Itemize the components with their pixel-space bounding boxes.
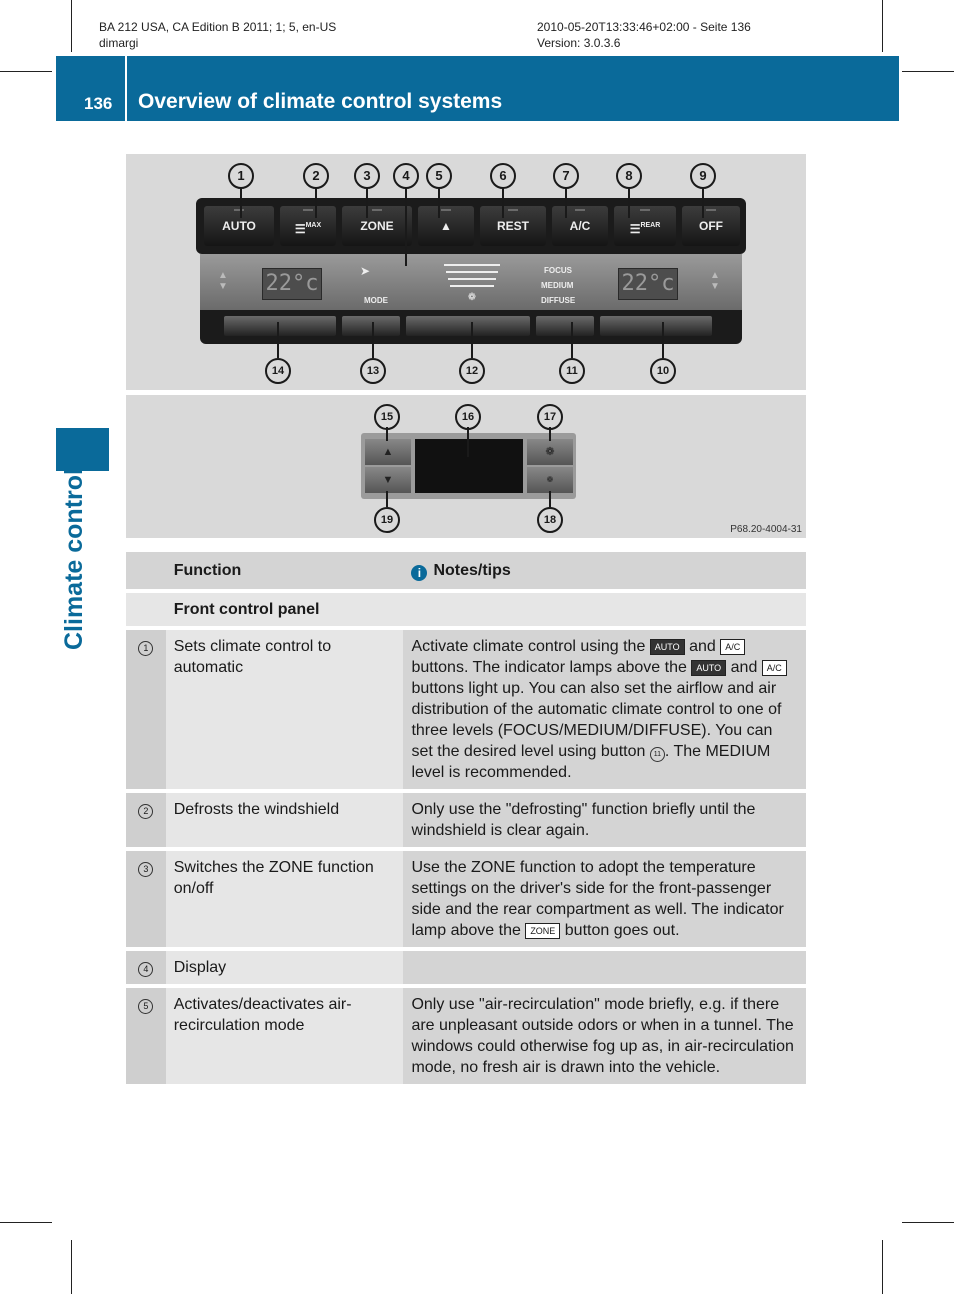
callout-8: 8 [616,163,642,189]
fan-icon: ❁ [545,446,555,458]
callout-16: 16 [455,404,481,430]
crop-mark [882,0,883,52]
section-title: Front control panel [166,593,806,626]
callout-line [628,188,630,218]
item-reference: 11 [650,747,665,762]
zone-button: ZONE [342,206,412,246]
function-cell: Display [166,951,404,984]
rear-panel [361,433,576,499]
callout-line [366,188,368,218]
recirculation-button [418,206,474,246]
page-title: Overview of climate control systems [138,90,503,113]
auto-button: AUTO [204,206,274,246]
callout-2: 2 [303,163,329,189]
meta-left-line1: BA 212 USA, CA Edition B 2011; 1; 5, en-US [99,20,337,34]
callout-9: 9 [690,163,716,189]
function-cell: Activates/deactivates air-recirculation mode [166,988,404,1084]
crop-mark [0,1222,52,1223]
callout-19: 19 [374,507,400,533]
left-temperature-display: 22°c [262,268,322,300]
defrost-max-button: ☰$^{MAX}$ [280,206,336,246]
callout-12: 12 [459,358,485,384]
callout-line [438,188,440,218]
fan-roller [406,316,530,336]
crop-mark [902,71,954,72]
table-row [126,988,806,1084]
table-row [126,793,806,847]
figure-code: P68.20-4004-31 [730,524,802,535]
page-number: 136 [84,94,113,113]
chapter-label: Climate control [60,468,88,650]
diffuse-label: DIFFUSE [541,296,576,305]
callout-1: 1 [228,163,254,189]
front-control-panel-figure [126,154,806,390]
table-header-row [126,552,806,589]
callout-line [405,188,407,266]
notes-cell: Only use "air-recirculation" mode briefly, e.g. if there are unpleasant outside odors or when in a tunnel. The windows could otherwise fog up as, in air-recirculation mode, no fresh air is drawn into the vehicle. [403,988,806,1084]
callout-6: 6 [490,163,516,189]
ac-key-icon: A/C [762,660,787,676]
callout-4: 4 [393,163,419,189]
function-cell: Defrosts the windshield [166,793,404,847]
right-temperature-roller [600,316,712,336]
button-row [196,198,746,254]
item-number: 2 [138,804,153,819]
right-temperature-display: 22°c [618,268,678,300]
crop-mark [0,71,52,72]
fan-icon: ❁ [546,475,554,484]
callout-line [386,491,388,507]
auto-key-icon: AUTO [650,639,685,655]
rear-control-panel-figure [126,395,806,538]
rest-button: REST [480,206,546,246]
fan-level-display [444,264,500,303]
callout-line [702,188,704,218]
callout-line [240,188,242,218]
rear-defrost-button: ☰$^{REAR}$ [614,206,676,246]
callout-line [502,188,504,218]
car-icon: ▲ [440,219,452,233]
print-meta-right [537,19,751,51]
crop-mark [71,0,72,52]
rear-temp-up-button: ▲ [365,439,411,465]
rear-fan-down-button [527,467,573,493]
table-row [126,851,806,947]
notes-cell: Activate climate control using the AUTO and A/C buttons. The indicator lamps above the AUTO and A/C buttons light up. You can also set the airflow and air distribution of the automatic climate control to one of three levels (FOCUS/MEDIUM/DIFFUSE). You can set the desired level using button 11 . The MEDIUM level is recommended. [403,630,806,789]
callout-10: 10 [650,358,676,384]
callout-line [277,322,279,358]
callout-5: 5 [426,163,452,189]
callout-line [372,322,374,358]
callout-line [471,322,473,358]
mode-roller [342,316,400,336]
ac-key-icon: A/C [720,639,745,655]
rear-display [415,439,523,493]
section-row [126,593,806,626]
notes-cell: Use the ZONE function to adopt the temperature settings on the driver's side for the front-passenger side and the rear compartment as well. The indicator lamp above the ZONE button goes out. [403,851,806,947]
crop-mark [71,1240,72,1294]
callout-line [315,188,317,218]
callout-line [662,322,664,358]
function-column-header: Function [166,552,404,589]
callout-line [571,322,573,358]
crop-mark [902,1222,954,1223]
callout-14: 14 [265,358,291,384]
page-header [56,56,899,121]
table-row [126,630,806,789]
info-icon: i [411,565,427,581]
notes-cell: Only use the "defrosting" function briefly until the windshield is clear again. [403,793,806,847]
rear-temp-down-button: ▼ [365,467,411,493]
display-strip [200,254,742,310]
off-button: OFF [682,206,740,246]
auto-key-icon: AUTO [691,660,726,676]
item-number: 4 [138,962,153,977]
callout-15: 15 [374,404,400,430]
ac-button: A/C [552,206,608,246]
item-number: 5 [138,999,153,1014]
callout-line [565,188,567,218]
callout-line [549,491,551,507]
mode-label: MODE [364,296,388,305]
level-roller [536,316,594,336]
focus-label: FOCUS [544,266,572,275]
callout-13: 13 [360,358,386,384]
callout-7: 7 [553,163,579,189]
meta-left-line2: dimargi [99,36,139,50]
header-divider [125,56,127,121]
item-number: 1 [138,641,153,656]
function-cell: Sets climate control to automatic [166,630,404,789]
meta-right-line1: 2010-05-20T13:33:46+02:00 - Seite 136 [537,20,751,34]
crop-mark [882,1240,883,1294]
function-cell: Switches the ZONE function on/off [166,851,404,947]
fan-icon: ❁ [467,292,477,303]
arrow-up-down-icon: ▲ ▼ [710,270,720,292]
rear-fan-up-button [527,439,573,465]
meta-right-line2: Version: 3.0.3.6 [537,36,621,50]
print-meta-left [99,19,336,51]
callout-line [467,427,469,457]
notes-cell [403,951,806,984]
callout-17: 17 [537,404,563,430]
callout-11: 11 [559,358,585,384]
airflow-icon: ➤ [360,264,371,278]
table-row [126,951,806,984]
callout-3: 3 [354,163,380,189]
left-temperature-roller [224,316,336,336]
zone-key-icon: ZONE [525,923,560,939]
function-table [126,548,806,1088]
medium-label: MEDIUM [541,281,574,290]
callout-18: 18 [537,507,563,533]
item-number: 3 [138,862,153,877]
arrow-up-down-icon: ▲ ▼ [218,270,228,292]
notes-column-header: i Notes/tips [403,552,806,589]
